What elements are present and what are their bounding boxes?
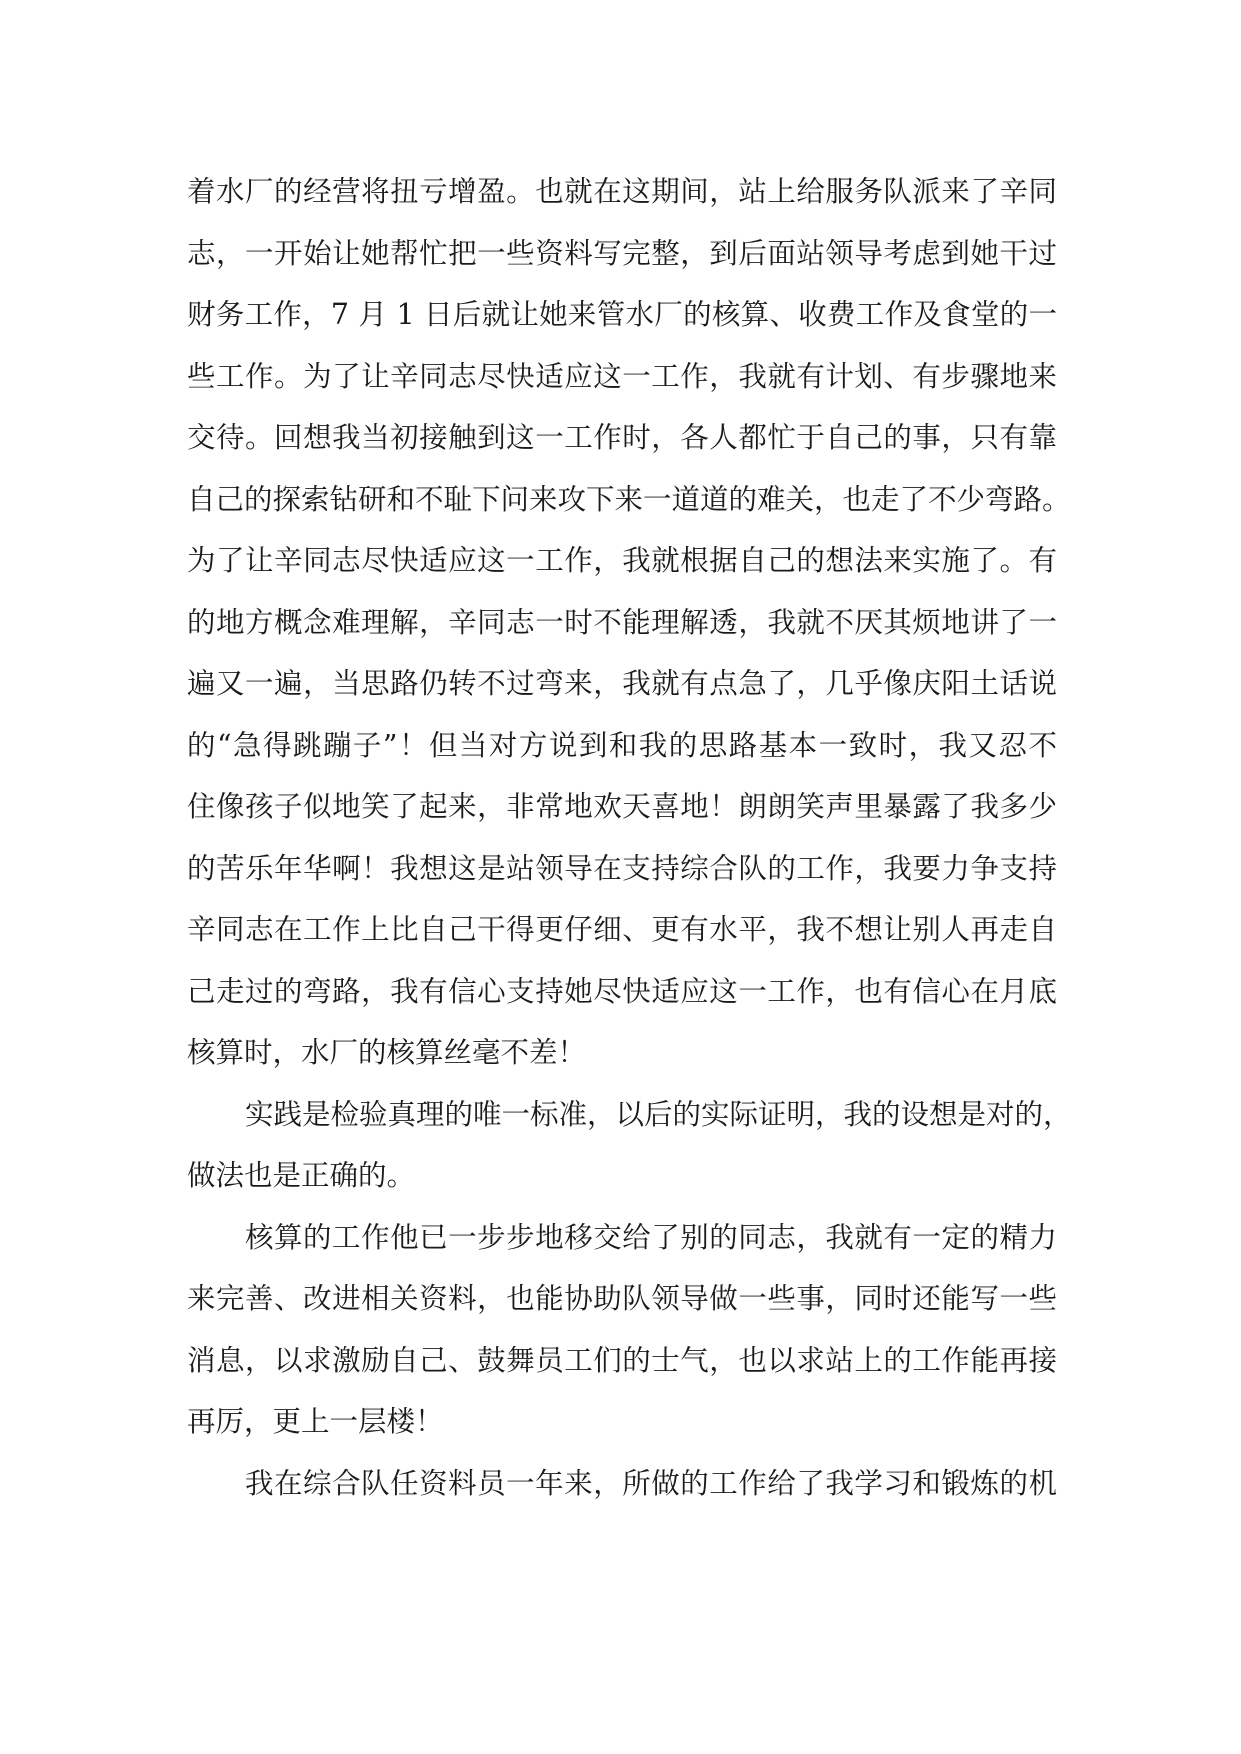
text-line: 自己的探索钻研和不耻下问来攻下来一道道的难关，也走了不少弯路。 [187,482,1071,516]
text-line: 住像孩子似地笑了起来，非常地欢天喜地！朗朗笑声里暴露了我多少 [187,790,1057,823]
text-line: 做法也是正确的。 [187,1159,416,1192]
paragraph-1 [187,161,1071,1084]
text-line: 核算时，水厂的核算丝毫不差！ [187,1036,587,1069]
text-line: 些工作。为了让辛同志尽快适应这一工作，我就有计划、有步骤地来 [187,359,1057,393]
text-line: 再厉，更上一层楼！ [187,1405,444,1438]
text-line: 核算的工作他已一步步地移交给了别的同志，我就有一定的精力 [245,1220,1057,1254]
text-line: 志，一开始让她帮忙把一些资料写完整，到后面站领导考虑到她干过 [187,236,1057,270]
text-line: 交待。回想我当初接触到这一工作时，各人都忙于自己的事，只有靠 [187,421,1057,454]
text-line: 的“急得跳蹦子”！但当对方说到和我的思路基本一致时，我又忍不 [187,728,1057,762]
text-line: 的地方概念难理解，辛同志一时不能理解透，我就不厌其烦地讲了一 [187,605,1057,639]
text-line: 己走过的弯路，我有信心支持她尽快适应这一工作，也有信心在月底 [187,974,1057,1008]
paragraph-2 [187,1084,1072,1207]
text-line: 辛同志在工作上比自己干得更仔细、更有水平，我不想让别人再走自 [187,913,1057,946]
text-line: 财务工作，7 月 1 日后就让她来管水厂的核算、收费工作及食堂的一 [187,298,1057,331]
text-line: 遍又一遍，当思路仍转不过弯来，我就有点急了，几乎像庆阳土话说 [187,667,1057,700]
text-line: 实践是检验真理的唯一标准，以后的实际证明，我的设想是对的， [245,1097,1072,1131]
text-line: 我在综合队任资料员一年来，所做的工作给了我学习和锻炼的机 [245,1466,1057,1500]
text-line: 来完善、改进相关资料，也能协助队领导做一些事，同时还能写一些 [187,1282,1057,1315]
document-body [187,161,1072,1514]
paragraph-3 [187,1207,1057,1453]
text-line: 着水厂的经营将扭亏增盈。也就在这期间，站上给服务队派来了辛同 [187,175,1057,208]
paragraph-4 [187,1453,1057,1515]
text-line: 的苦乐年华啊！我想这是站领导在支持综合队的工作，我要力争支持 [187,851,1057,885]
text-line: 消息，以求激励自己、鼓舞员工们的士气，也以求站上的工作能再接 [187,1343,1057,1377]
text-line: 为了让辛同志尽快适应这一工作，我就根据自己的想法来实施了。有 [187,544,1057,577]
